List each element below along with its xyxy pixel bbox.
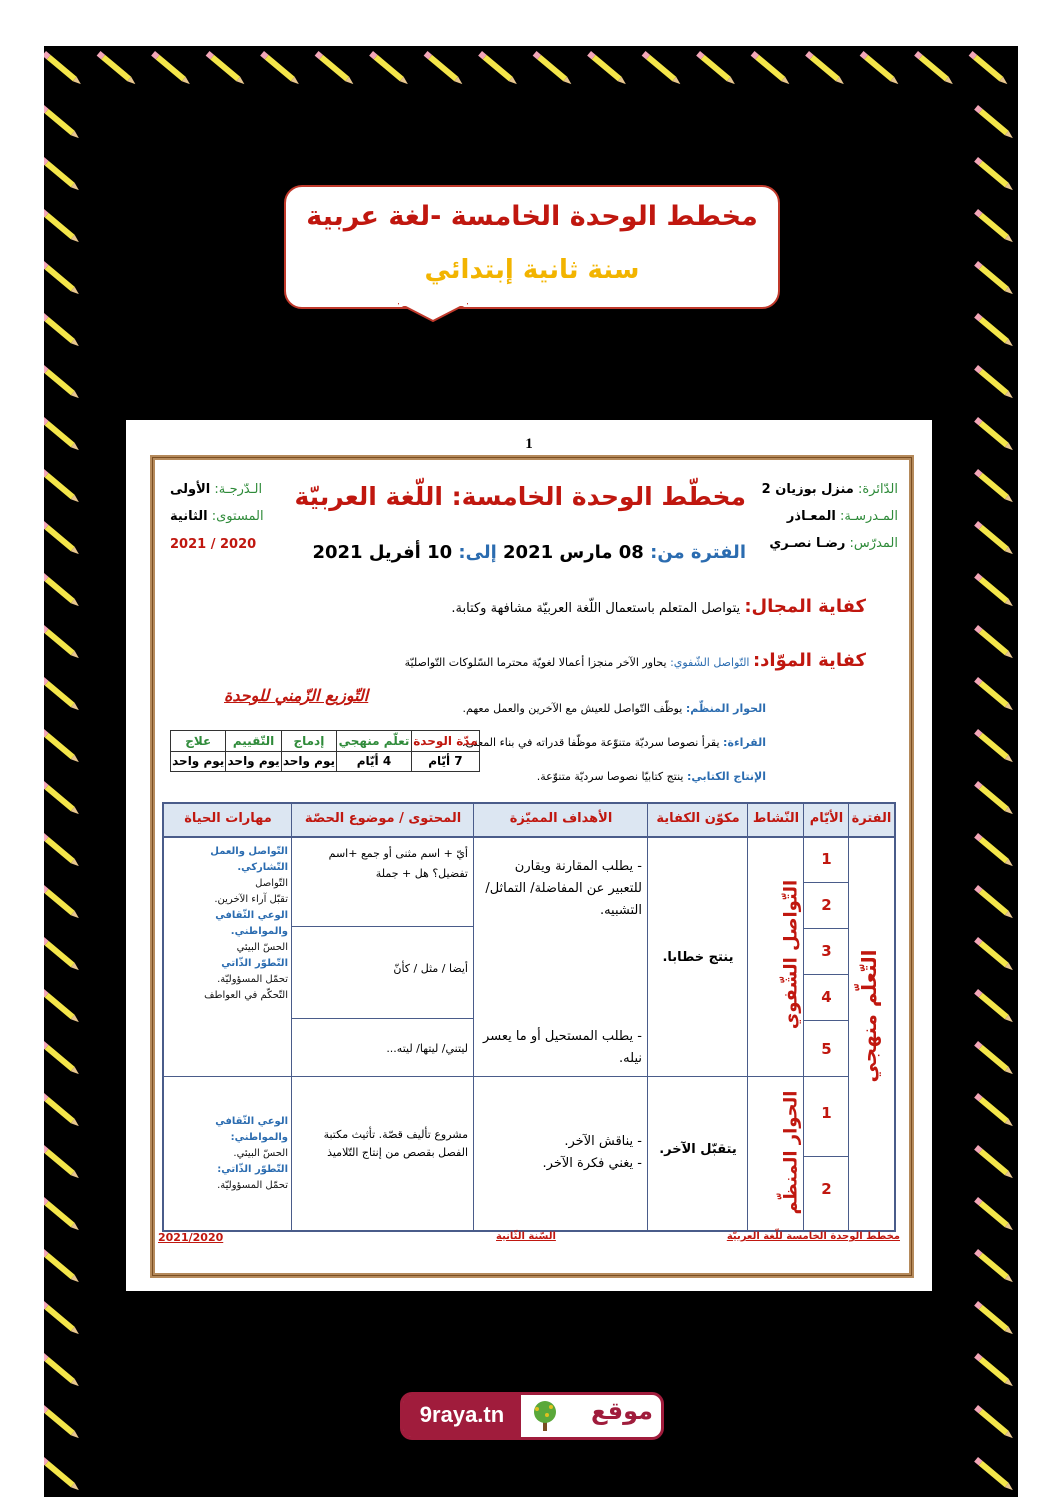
pencil-icon (974, 781, 1015, 816)
pencil-icon (974, 521, 1015, 556)
pencil-icon (44, 677, 81, 712)
district-value: منزل بوزيان 2 (761, 482, 854, 497)
oral-label: التّواصل الشّفوي: (670, 656, 750, 669)
skill-item: تحمّل المسؤوليّة. (217, 974, 288, 985)
pencil-icon (914, 51, 955, 86)
day-5: 5 (821, 1040, 832, 1058)
content-2: أيضا / مثل / كأنّ (393, 962, 468, 975)
tree-icon (527, 1399, 563, 1433)
col-divider (291, 804, 292, 1230)
pencil-icon (151, 51, 192, 86)
reading-text: يقرأ نصوصا سرديّة متنوّعة موظّفا قدراته في بناء المعنى. (462, 736, 720, 749)
day-2-1: 1 (821, 1104, 832, 1122)
skill-item: التّحكّم في العواطف (204, 990, 288, 1001)
col-divider (473, 804, 474, 1230)
pencil-icon (969, 51, 1010, 86)
pencil-icon (206, 51, 247, 86)
pencil-icon (805, 51, 846, 86)
day-2: 2 (821, 896, 832, 914)
pencil-icon (44, 313, 81, 348)
pencil-icon (974, 157, 1015, 192)
pencil-icon (587, 51, 628, 86)
pencil-icon (44, 885, 81, 920)
logo-arabic: موقع (590, 1397, 653, 1425)
pencil-icon (974, 1405, 1015, 1440)
header-days: الأيّام (809, 811, 844, 826)
pencil-icon (97, 51, 138, 86)
pencil-icon (44, 625, 81, 660)
reading-line (462, 736, 766, 749)
teacher-value: رضـا نصـري (769, 536, 846, 551)
pencil-icon (974, 885, 1015, 920)
content-1: أيّ + اسم مثنى أو جمع +اسم تفضيل؟ هل + جملة (328, 847, 468, 880)
pencil-icon (974, 729, 1015, 764)
pencil-icon (44, 105, 81, 140)
schedule-h2: إدماج (281, 731, 336, 752)
pencil-icon (369, 51, 410, 86)
skill-item: تقبّل آراء الآخرين. (214, 894, 288, 905)
pencil-icon (315, 51, 356, 86)
pencil-icon (974, 833, 1015, 868)
pencil-icon (44, 1405, 81, 1440)
grade-line (170, 482, 262, 497)
pencil-icon (696, 51, 737, 86)
header-activity: النّشاط (752, 811, 800, 826)
pencil-icon (974, 365, 1015, 400)
skill-item: التّطوّر الذّاتي: (217, 1164, 288, 1175)
skill-item: الحسّ البيئي (236, 942, 288, 953)
school-year: 2021 / 2020 (170, 537, 257, 552)
day-divider (804, 974, 849, 975)
content-4: مشروع تأليف قصّة. تأثيث مكتبة الفصل بقصص من إنتاج التّلاميذ (323, 1128, 468, 1159)
domain-competence-label: كفاية المجال: (744, 596, 866, 617)
pencil-icon (44, 1457, 81, 1492)
callout-tail (398, 303, 468, 323)
logo-latin: 9raya.tn (403, 1395, 521, 1437)
level-line (170, 509, 264, 524)
skill-item: التّواصل والعمل التّشاركي. (210, 846, 288, 873)
pencil-icon (974, 1353, 1015, 1388)
skill-item: التّواصل (255, 878, 288, 889)
pencil-icon (974, 1093, 1015, 1128)
pencil-icon (44, 989, 81, 1024)
col-divider (747, 804, 748, 1230)
pencil-icon (974, 573, 1015, 608)
schedule-header-row (171, 731, 480, 752)
pencil-icon (974, 625, 1015, 660)
header-component: مكوّن الكفاية (656, 811, 740, 826)
skill-item: الوعي الثّقافي والمواطني. (215, 910, 288, 937)
pencil-icon (974, 1197, 1015, 1232)
skill-item: الحسّ البيئي. (233, 1148, 288, 1159)
period-from: 08 مارس 2021 (503, 542, 644, 563)
schedule-v0: 7 أيّام (411, 751, 479, 772)
writing-line (537, 770, 766, 783)
pencil-icon (44, 1353, 81, 1388)
objective-1b: - يطلب المستحيل أو ما يعسر نيله. (483, 1029, 642, 1066)
schedule-v1: 4 أيّام (337, 751, 412, 772)
pencil-icon (974, 105, 1015, 140)
pencil-icon (974, 313, 1015, 348)
subject-competence-label: كفاية الموّاد: (752, 650, 866, 671)
pencil-icon (974, 1301, 1015, 1336)
oral-text: يحاور الآخر منجزا أعمالا لغويّة محترما السّلوكات التّواصليّة (404, 656, 667, 669)
row-divider (164, 1076, 849, 1077)
day-divider (804, 1156, 849, 1157)
header-period: الفترة (851, 811, 892, 826)
schedule-v2: يوم واحد (281, 751, 336, 772)
skill-item: التّطوّر الذّاتي (221, 958, 288, 969)
day-2-2: 2 (821, 1180, 832, 1198)
callout-subtitle: سنة ثانية إبتدائي (424, 255, 640, 285)
pencil-icon (424, 51, 465, 86)
component-2: يتقبّل الآخر. (659, 1142, 737, 1157)
pencil-icon (44, 51, 83, 86)
pencil-icon (974, 937, 1015, 972)
objective-2b: - يغني فكرة الآخر. (542, 1156, 642, 1171)
pencil-icon (44, 1145, 81, 1180)
pencil-icon (44, 365, 81, 400)
day-3: 3 (821, 942, 832, 960)
pencil-icon (44, 1197, 81, 1232)
school-line (787, 509, 898, 524)
schedule-title: التّوزيع الزّمني للوحدة (224, 686, 369, 705)
subject-competence (405, 650, 866, 671)
schedule-h4: علاج (171, 731, 226, 752)
content-divider (292, 926, 474, 927)
pencil-icon (44, 937, 81, 972)
pencil-icon (974, 209, 1015, 244)
domain-competence (451, 596, 866, 617)
school-value: المعـاذر (786, 509, 836, 524)
pencil-icon (751, 51, 792, 86)
pencil-icon (44, 1041, 81, 1076)
grade-value: الأولى (170, 482, 211, 497)
pencil-icon (974, 1041, 1015, 1076)
objective-1a: - يطلب المقارنة ويقارن للتعبير عن المفاضلة/ التماثل/ التشبيه. (485, 859, 642, 918)
pencil-icon (974, 469, 1015, 504)
pencil-icon (478, 51, 519, 86)
pencil-icon (974, 989, 1015, 1024)
schedule-h1: تعلّم منهجي (337, 731, 412, 752)
schedule-h3: التّقييم (226, 731, 281, 752)
schedule-v4: يوم واحد (171, 751, 226, 772)
skills-1 (166, 844, 288, 1004)
level-label: المستوى: (211, 509, 264, 524)
pencil-icon (44, 781, 81, 816)
day-4: 4 (821, 988, 832, 1006)
content-3: ليتني/ ليتها/ ليته... (386, 1042, 468, 1055)
objective-2a: - يناقش الآخر. (564, 1134, 642, 1149)
schedule-v3: يوم واحد (226, 751, 281, 772)
pencil-icon (533, 51, 574, 86)
pencil-icon (44, 261, 81, 296)
pencil-icon (974, 261, 1015, 296)
pencil-icon (260, 51, 301, 86)
level-value: الثانية (170, 509, 208, 524)
pencil-icon (44, 833, 81, 868)
pencil-icon (44, 1093, 81, 1128)
period-to: 10 أفريل 2021 (312, 542, 453, 563)
writing-label: الإنتاج الكتابي: (686, 770, 766, 783)
period-to-label: إلى: (458, 542, 497, 563)
schedule-table (170, 730, 480, 772)
pencil-icon (44, 469, 81, 504)
reading-label: القراءة: (723, 736, 766, 749)
document-page (126, 420, 932, 1291)
day-divider (804, 1020, 849, 1021)
header-objectives: الأهداف المميّزة (509, 811, 613, 826)
pencil-icon (974, 1145, 1015, 1180)
grade-label: الـدّرجـة: (214, 482, 263, 497)
activity-dialogue: الحوار المنظّم (780, 1090, 802, 1215)
dialogue-text: يوظّف التّواصل للعيش مع الآخرين والعمل معهم. (462, 702, 683, 715)
dialogue-line (463, 702, 767, 715)
writing-text: ينتج كتابيّا نصوصا سرديّة متنوّعة. (536, 770, 684, 783)
footer-left: 2021/2020 (158, 1231, 224, 1244)
pencil-icon (44, 417, 81, 452)
pencil-icon (44, 573, 81, 608)
pencil-icon (974, 417, 1015, 452)
pencil-icon (44, 209, 81, 244)
period-vertical: التّعلّم منهجي (857, 949, 881, 1083)
pencil-icon (44, 1249, 81, 1284)
footer-center: السّنة الثّانية (496, 1231, 556, 1242)
skills-2 (166, 1114, 288, 1194)
district-label: الدّائرة: (858, 482, 898, 497)
school-label: المـدرسـة: (839, 509, 898, 524)
dialogue-label: الحوار المنظّم: (685, 702, 766, 715)
period-line (312, 542, 746, 563)
skill-item: تحمّل المسؤوليّة. (217, 1180, 288, 1191)
day-divider (804, 882, 849, 883)
pencil-icon (974, 677, 1015, 712)
teacher-line (769, 536, 898, 551)
site-logo[interactable] (400, 1392, 664, 1440)
district-line (762, 482, 898, 497)
day-divider (804, 928, 849, 929)
col-divider (647, 804, 648, 1230)
schedule-values-row (171, 751, 480, 772)
plan-table (162, 802, 896, 1232)
pencil-icon (974, 1249, 1015, 1284)
pencil-icon (974, 1457, 1015, 1492)
footer-right: مخطط الوحدة الخامسة للّغة العربيّة (726, 1231, 900, 1242)
title-callout (284, 185, 780, 309)
document-title: مخطّط الوحدة الخامسة: اللّغة العربيّة (294, 482, 746, 511)
period-from-label: الفترة من: (650, 542, 746, 563)
activity-oral: التّواصل الشّفوي (780, 879, 802, 1030)
pencil-icon (642, 51, 683, 86)
header-content: المحتوى / موضوع الحصّة (304, 811, 462, 826)
schedule-h0: مدّة الوحدة (411, 731, 479, 752)
page-number: 1 (525, 436, 533, 452)
pencil-icon (44, 729, 81, 764)
pencil-icon (44, 521, 81, 556)
callout-title: مخطط الوحدة الخامسة -لغة عربية (306, 201, 758, 232)
skill-item: الوعي الثّقافي والمواطني: (215, 1116, 288, 1143)
pencil-icon (44, 157, 81, 192)
domain-competence-text: يتواصل المتعلم باستعمال اللّغة العربيّة مشافهة وكتابة. (451, 601, 741, 616)
pencil-icon (860, 51, 901, 86)
pencil-icon (44, 1301, 81, 1336)
day-1: 1 (821, 850, 832, 868)
teacher-label: المدرّس: (849, 536, 898, 551)
component-1: ينتج خطابا. (662, 950, 734, 965)
content-divider (292, 1018, 474, 1019)
header-skills: مهارات الحياة (184, 811, 272, 826)
